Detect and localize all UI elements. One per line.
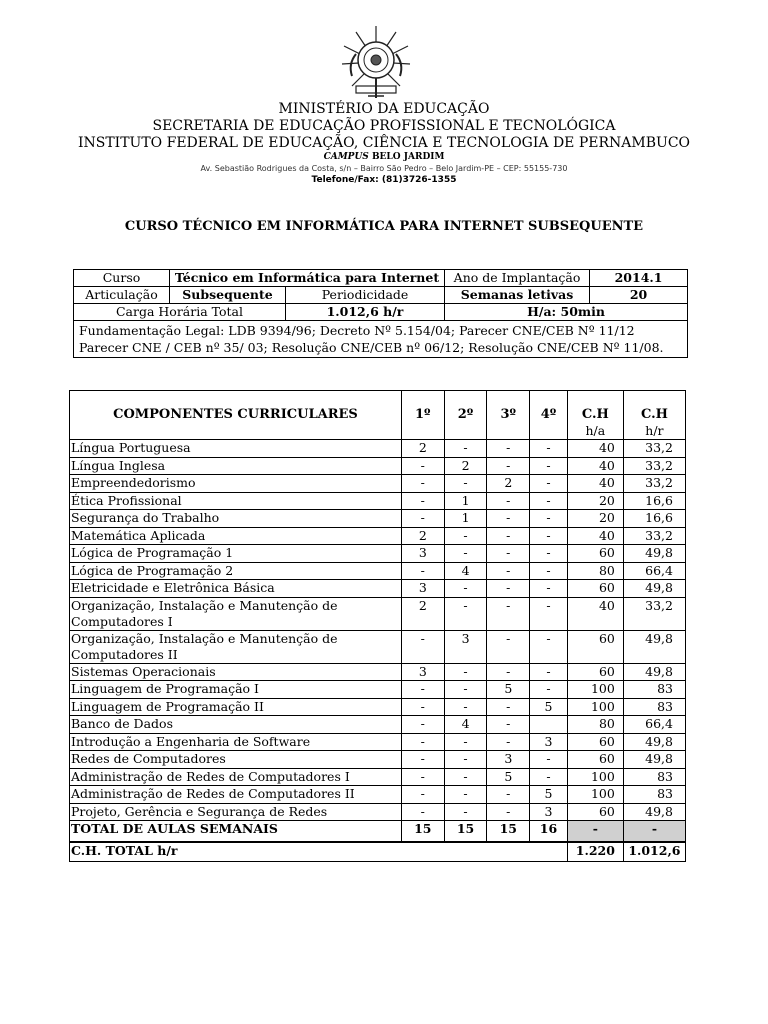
component-name: Língua Inglesa <box>70 457 402 475</box>
sem1-value: - <box>401 562 444 580</box>
component-name: Organização, Instalação e Manutenção de Computadores II <box>70 630 402 663</box>
ch-ha-value: 100 <box>567 698 623 716</box>
campus-name: BELO JARDIM <box>371 152 445 162</box>
curso-value: Técnico em Informática para Internet <box>170 270 445 287</box>
component-name: Segurança do Trabalho <box>70 510 402 528</box>
ch-hr-value: 66,4 <box>623 716 685 734</box>
table-row <box>70 492 686 510</box>
sem1-value: - <box>401 768 444 786</box>
total-sem3: 15 <box>487 821 530 843</box>
table-row <box>70 751 686 769</box>
header-hr-unit: h/r <box>645 423 664 438</box>
brazil-coat-of-arms-icon <box>338 24 414 100</box>
sem4-value: - <box>530 457 568 475</box>
sem1-value: 3 <box>401 663 444 681</box>
table-row <box>70 440 686 458</box>
ch-hr-value: 83 <box>623 698 685 716</box>
header-sem4: 4º <box>530 391 568 440</box>
ch-hr-value: 66,4 <box>623 562 685 580</box>
ch-ha-value: 20 <box>567 510 623 528</box>
sem1-value: 2 <box>401 440 444 458</box>
total-row <box>70 821 686 843</box>
ch-hr-value: 83 <box>623 768 685 786</box>
ch-ha-value: 60 <box>567 751 623 769</box>
sem4-value: 3 <box>530 803 568 821</box>
sem3-value: - <box>487 630 530 663</box>
sem2-value: - <box>444 768 487 786</box>
component-name: Linguagem de Programação II <box>70 698 402 716</box>
header-ch-hr-title: C.H <box>640 407 668 422</box>
sem1-value: - <box>401 733 444 751</box>
table-row <box>70 630 686 663</box>
sem3-value: - <box>487 803 530 821</box>
sem2-value: - <box>444 698 487 716</box>
periodicidade-value: Semanas letivas <box>445 287 590 304</box>
sem3-value: - <box>487 457 530 475</box>
header-secretariat: SECRETARIA DE EDUCAÇÃO PROFISSIONAL E TECNOLÓGICA <box>152 118 616 134</box>
ch-total-ha: 1.220 <box>567 842 623 862</box>
component-name: Sistemas Operacionais <box>70 663 402 681</box>
component-name: Eletricidade e Eletrônica Básica <box>70 580 402 598</box>
ch-hr-value: 33,2 <box>623 457 685 475</box>
ch-ha-value: 40 <box>567 440 623 458</box>
header-ha-unit: h/a <box>585 423 606 438</box>
articulacao-label: Articulação <box>74 287 170 304</box>
ch-hr-value: 33,2 <box>623 475 685 493</box>
sem3-value: - <box>487 698 530 716</box>
ch-ha-value: 20 <box>567 492 623 510</box>
total-label: TOTAL DE AULAS SEMANAIS <box>70 821 402 843</box>
sem4-value: - <box>530 751 568 769</box>
table-row <box>70 733 686 751</box>
sem3-value: - <box>487 440 530 458</box>
sem2-value: 4 <box>444 716 487 734</box>
table-row <box>70 475 686 493</box>
sem4-value: - <box>530 492 568 510</box>
sem1-value: 2 <box>401 527 444 545</box>
ch-hr-value: 49,8 <box>623 751 685 769</box>
sem3-value: - <box>487 580 530 598</box>
ch-hr-value: 33,2 <box>623 440 685 458</box>
ch-hr-value: 16,6 <box>623 492 685 510</box>
sem3-value: - <box>487 786 530 804</box>
table-row <box>70 716 686 734</box>
ch-hr-value: 83 <box>623 786 685 804</box>
component-name: Administração de Redes de Computadores II <box>70 786 402 804</box>
sem3-value: - <box>487 733 530 751</box>
header-sem2: 2º <box>444 391 487 440</box>
sem4-value: - <box>530 475 568 493</box>
sem2-value: - <box>444 663 487 681</box>
sem3-value: - <box>487 716 530 734</box>
component-name: Organização, Instalação e Manutenção de Computadores I <box>70 597 402 630</box>
course-title: CURSO TÉCNICO EM INFORMÁTICA PARA INTERNET SUBSEQUENTE <box>124 219 644 234</box>
ch-hr-value: 16,6 <box>623 510 685 528</box>
ch-hr-value: 49,8 <box>623 803 685 821</box>
sem1-value: - <box>401 751 444 769</box>
sem2-value: - <box>444 751 487 769</box>
table-row <box>70 681 686 699</box>
sem1-value: - <box>401 786 444 804</box>
table-row <box>70 663 686 681</box>
sem4-value: - <box>530 580 568 598</box>
ch-ha-value: 100 <box>567 786 623 804</box>
sem2-value: - <box>444 580 487 598</box>
table-row <box>70 580 686 598</box>
table-row <box>70 510 686 528</box>
carga-label: Carga Horária Total <box>74 304 286 321</box>
sem4-value: 3 <box>530 733 568 751</box>
sem2-value: 1 <box>444 510 487 528</box>
component-name: Empreendedorismo <box>70 475 402 493</box>
table-row <box>70 597 686 630</box>
ch-ha-value: 60 <box>567 580 623 598</box>
sem1-value: - <box>401 698 444 716</box>
ch-hr-value: 49,8 <box>623 630 685 663</box>
sem3-value: - <box>487 545 530 563</box>
sem4-value: - <box>530 663 568 681</box>
sem2-value: - <box>444 597 487 630</box>
total-hr: - <box>623 821 685 843</box>
sem3-value: - <box>487 510 530 528</box>
table-row <box>70 562 686 580</box>
ch-hr-value: 49,8 <box>623 545 685 563</box>
sem4-value: - <box>530 681 568 699</box>
table-row <box>70 786 686 804</box>
total-sem1: 15 <box>401 821 444 843</box>
campus-prefix: CAMPUS <box>323 152 369 162</box>
ano-value: 2014.1 <box>590 270 688 287</box>
sem3-value: - <box>487 492 530 510</box>
carga-value: 1.012,6 h/r <box>286 304 445 321</box>
sem4-value: 5 <box>530 786 568 804</box>
header-ch-hr <box>623 391 685 440</box>
periodicidade-label: Periodicidade <box>286 287 445 304</box>
header-phone: Telefone/Fax: (81)3726-1355 <box>311 175 457 185</box>
sem2-value: - <box>444 681 487 699</box>
sem4-value: - <box>530 768 568 786</box>
component-name: Lógica de Programação 2 <box>70 562 402 580</box>
ch-ha-value: 60 <box>567 663 623 681</box>
sem4-value <box>530 716 568 734</box>
component-name: Linguagem de Programação I <box>70 681 402 699</box>
sem3-value: - <box>487 527 530 545</box>
sem4-value: - <box>530 440 568 458</box>
ch-ha-value: 40 <box>567 457 623 475</box>
sem3-value: 2 <box>487 475 530 493</box>
table-row <box>70 768 686 786</box>
sem4-value: 5 <box>530 698 568 716</box>
ch-ha-value: 100 <box>567 681 623 699</box>
course-info-table <box>73 269 688 358</box>
sem1-value: - <box>401 630 444 663</box>
sem1-value: - <box>401 716 444 734</box>
ch-hr-value: 49,8 <box>623 733 685 751</box>
sem4-value: - <box>530 630 568 663</box>
ch-ha-value: 60 <box>567 630 623 663</box>
sem4-value: - <box>530 597 568 630</box>
component-name: Lógica de Programação 1 <box>70 545 402 563</box>
sem4-value: - <box>530 545 568 563</box>
sem2-value: 4 <box>444 562 487 580</box>
curso-label: Curso <box>74 270 170 287</box>
total-sem2: 15 <box>444 821 487 843</box>
sem2-value: - <box>444 803 487 821</box>
sem2-value: 1 <box>444 492 487 510</box>
ch-ha-value: 80 <box>567 716 623 734</box>
sem2-value: - <box>444 786 487 804</box>
sem4-value: - <box>530 510 568 528</box>
sem1-value: - <box>401 475 444 493</box>
component-name: Administração de Redes de Computadores I <box>70 768 402 786</box>
ch-total-label: C.H. TOTAL h/r <box>70 842 568 862</box>
legal-basis: Fundamentação Legal: LDB 9394/96; Decreto Nº 5.154/04; Parecer CNE/CEB Nº 11/12 Parecer CNE / CEB nº 35/ 03; Resolução CNE/CEB nº 06/12; Resolução CNE/CEB Nº 11/08. <box>74 321 688 358</box>
sem3-value: 5 <box>487 768 530 786</box>
sem3-value: 5 <box>487 681 530 699</box>
ch-hr-value: 33,2 <box>623 597 685 630</box>
curriculum-table <box>69 390 686 862</box>
ano-label: Ano de Implantação <box>445 270 590 287</box>
header-campus <box>0 152 768 163</box>
sem1-value: - <box>401 510 444 528</box>
sem3-value: - <box>487 562 530 580</box>
header-sem3: 3º <box>487 391 530 440</box>
header-ch-ha-title: C.H <box>581 407 609 422</box>
header-sem1: 1º <box>401 391 444 440</box>
ch-hr-value: 83 <box>623 681 685 699</box>
sem1-value: 2 <box>401 597 444 630</box>
sem1-value: 3 <box>401 545 444 563</box>
table-row <box>70 698 686 716</box>
header-componentes: COMPONENTES CURRICULARES <box>70 391 402 440</box>
articulacao-value: Subsequente <box>170 287 286 304</box>
sem4-value: - <box>530 527 568 545</box>
ch-ha-value: 80 <box>567 562 623 580</box>
sem1-value: - <box>401 492 444 510</box>
ch-hr-value: 33,2 <box>623 527 685 545</box>
sem1-value: 3 <box>401 580 444 598</box>
table-row <box>70 545 686 563</box>
ch-total-row <box>70 842 686 862</box>
sem4-value: - <box>530 562 568 580</box>
header-address: Av. Sebastião Rodrigues da Costa, s/n – Bairro São Pedro – Belo Jardim-PE – CEP: 55155-730 <box>200 164 568 173</box>
table-row <box>70 457 686 475</box>
sem3-value: - <box>487 663 530 681</box>
component-name: Banco de Dados <box>70 716 402 734</box>
header-ch-ha <box>567 391 623 440</box>
sem2-value: - <box>444 440 487 458</box>
sem3-value: 3 <box>487 751 530 769</box>
component-name: Ética Profissional <box>70 492 402 510</box>
ch-ha-value: 40 <box>567 597 623 630</box>
sem2-value: - <box>444 733 487 751</box>
sem2-value: 3 <box>444 630 487 663</box>
ha-value: H/a: 50min <box>445 304 688 321</box>
sem1-value: - <box>401 681 444 699</box>
sem1-value: - <box>401 803 444 821</box>
ch-total-hr: 1.012,6 <box>623 842 685 862</box>
ch-ha-value: 40 <box>567 475 623 493</box>
table-row <box>70 803 686 821</box>
sem3-value: - <box>487 597 530 630</box>
semanas-value: 20 <box>590 287 688 304</box>
component-name: Redes de Computadores <box>70 751 402 769</box>
total-sem4: 16 <box>530 821 568 843</box>
ch-hr-value: 49,8 <box>623 580 685 598</box>
sem2-value: - <box>444 527 487 545</box>
sem1-value: - <box>401 457 444 475</box>
ch-ha-value: 60 <box>567 733 623 751</box>
ch-ha-value: 60 <box>567 803 623 821</box>
sem2-value: - <box>444 475 487 493</box>
component-name: Introdução a Engenharia de Software <box>70 733 402 751</box>
component-name: Projeto, Gerência e Segurança de Redes <box>70 803 402 821</box>
header-ministry: MINISTÉRIO DA EDUCAÇÃO <box>278 101 490 117</box>
sem2-value: - <box>444 545 487 563</box>
table-row <box>70 527 686 545</box>
header-institute: INSTITUTO FEDERAL DE EDUCAÇÃO, CIÊNCIA E TECNOLOGIA DE PERNAMBUCO <box>77 135 691 151</box>
ch-hr-value: 49,8 <box>623 663 685 681</box>
ch-ha-value: 40 <box>567 527 623 545</box>
ch-ha-value: 60 <box>567 545 623 563</box>
sem2-value: 2 <box>444 457 487 475</box>
ch-ha-value: 100 <box>567 768 623 786</box>
component-name: Matemática Aplicada <box>70 527 402 545</box>
total-ha: - <box>567 821 623 843</box>
component-name: Língua Portuguesa <box>70 440 402 458</box>
